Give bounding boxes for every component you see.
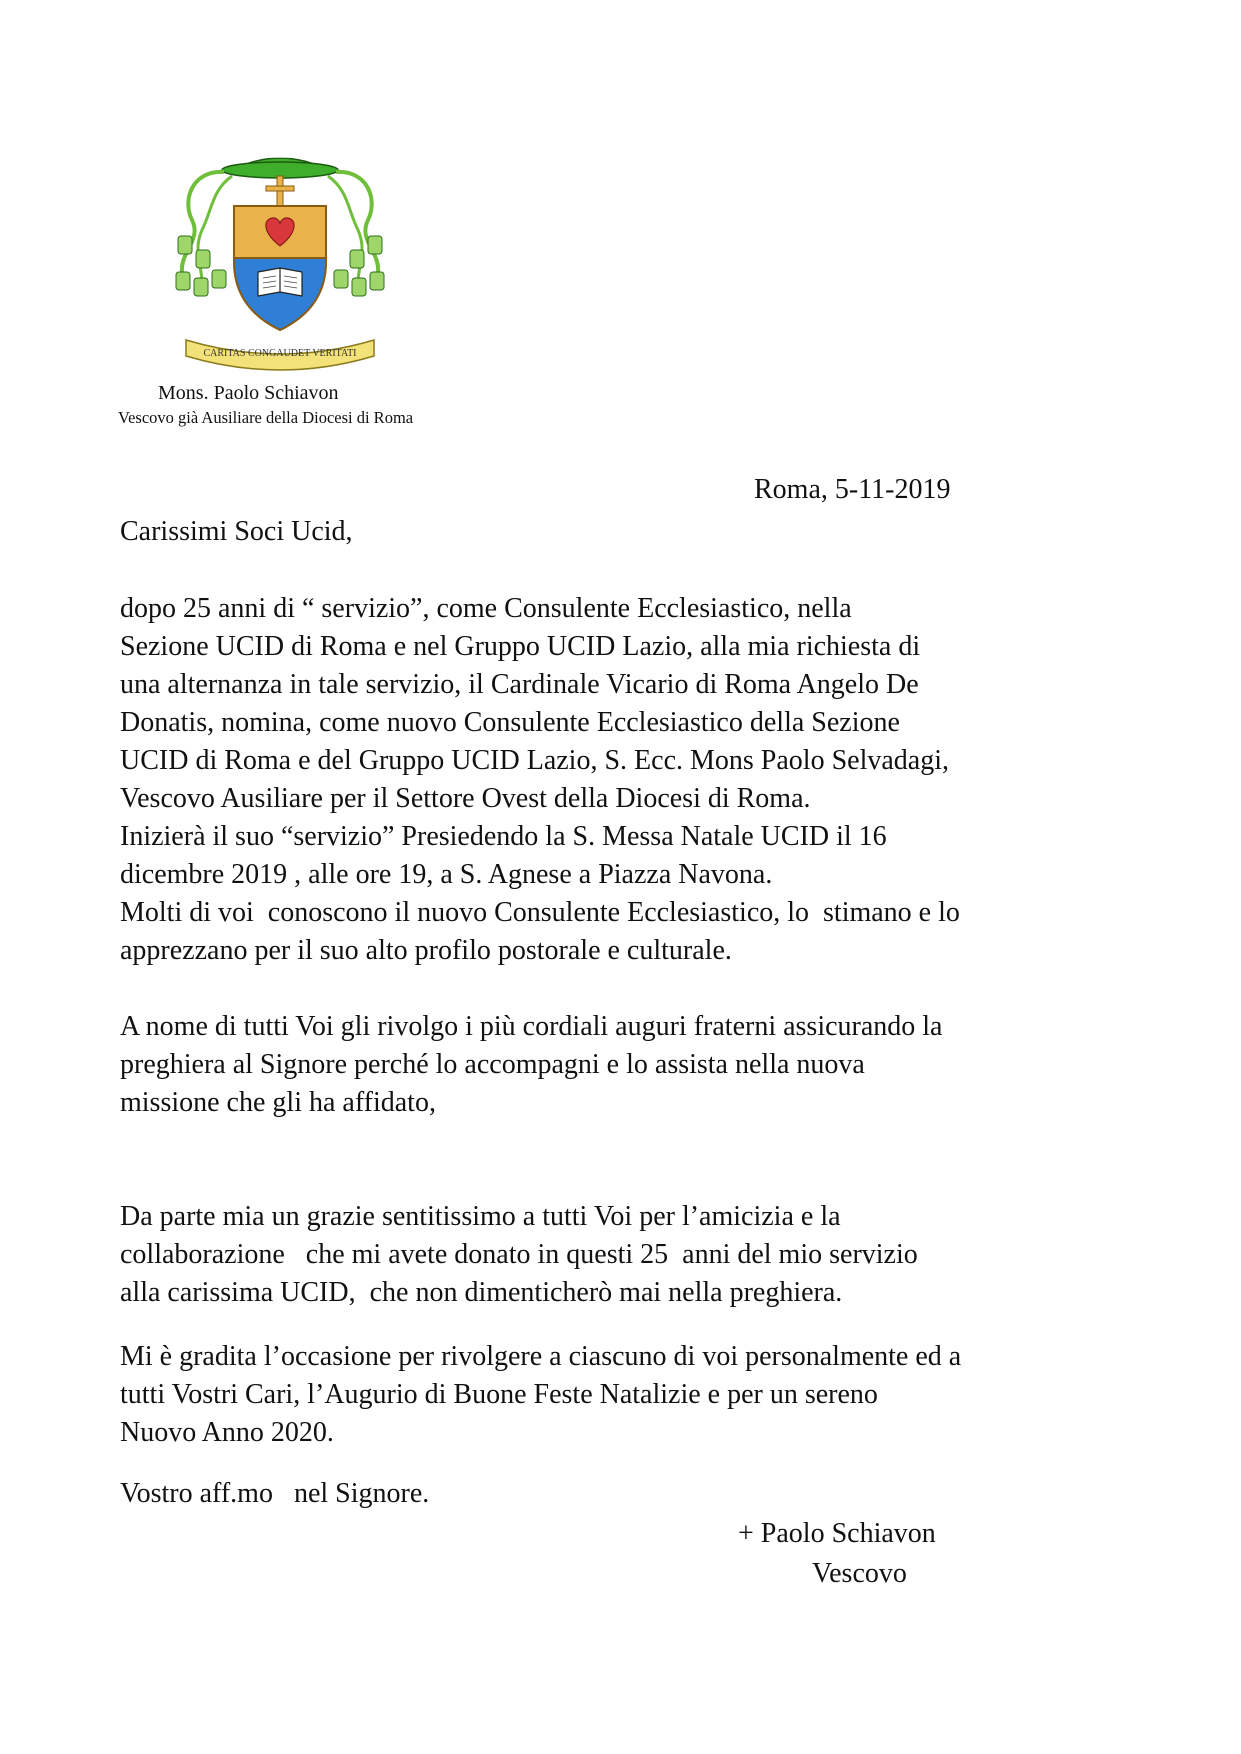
signature-title: Vescovo [812,1558,907,1589]
text-line: alla carissima UCID, che non dimenticherò mai nella preghiera. [120,1277,843,1308]
text-line: dopo 25 anni di “ servizio”, come Consulente Ecclesiastico, nella [120,593,852,624]
paragraph-greetings [120,1338,961,1452]
paragraph-appointment [120,590,960,970]
text-line: preghiera al Signore perché lo accompagni e lo assista nella nuova [120,1049,865,1080]
text-line: missione che gli ha affidato, [120,1087,436,1118]
text-line: collaborazione che mi avete donato in questi 25 anni del mio servizio [120,1239,918,1270]
episcopal-coat-of-arms-icon [172,140,388,376]
text-line: Da parte mia un grazie sentitissimo a tutti Voi per l’amicizia e la [120,1201,841,1232]
paragraph-wishes [120,1008,943,1122]
salutation: Carissimi Soci Ucid, [120,516,353,547]
text-line: Molti di voi conoscono il nuovo Consulente Ecclesiastico, lo stimano e lo [120,897,960,928]
text-line: UCID di Roma e del Gruppo UCID Lazio, S. Ecc. Mons Paolo Selvadagi, [120,745,949,776]
text-line: Mi è gradita l’occasione per rivolgere a ciascuno di voi personalmente ed a [120,1341,962,1372]
text-line: una alternanza in tale servizio, il Cardinale Vicario di Roma Angelo De [120,669,919,700]
text-line: apprezzano per il suo alto profilo postorale e culturale. [120,935,732,966]
text-line: A nome di tutti Voi gli rivolgo i più cordiali auguri fraterni assicurando la [120,1011,943,1042]
text-line: Vescovo Ausiliare per il Settore Ovest della Diocesi di Roma. [120,783,811,814]
text-line: Inizierà il suo “servizio” Presiedendo la S. Messa Natale UCID il 16 [120,821,887,852]
text-line: tutti Vostri Cari, l’Augurio di Buone Feste Natalizie e per un sereno [120,1379,878,1410]
paragraph-thanks [120,1198,918,1312]
text-line: Sezione UCID di Roma e nel Gruppo UCID Lazio, alla mia richiesta di [120,631,921,662]
letter-date: Roma, 5-11-2019 [754,474,951,505]
text-line: Donatis, nomina, come nuovo Consulente Ecclesiastico della Sezione [120,707,900,738]
signature-name: + Paolo Schiavon [738,1518,936,1549]
text-line: dicembre 2019 , alle ore 19, a S. Agnese a Piazza Navona. [120,859,773,890]
text-line: Nuovo Anno 2020. [120,1417,334,1448]
closing-line: Vostro aff.mo nel Signore. [120,1478,430,1509]
sender-name: Mons. Paolo Schiavon [158,382,339,404]
coat-of-arms-motto: CARITAS CONGAUDET VERITATI [203,348,357,359]
sender-title: Vescovo già Ausiliare della Diocesi di Roma [118,408,414,427]
